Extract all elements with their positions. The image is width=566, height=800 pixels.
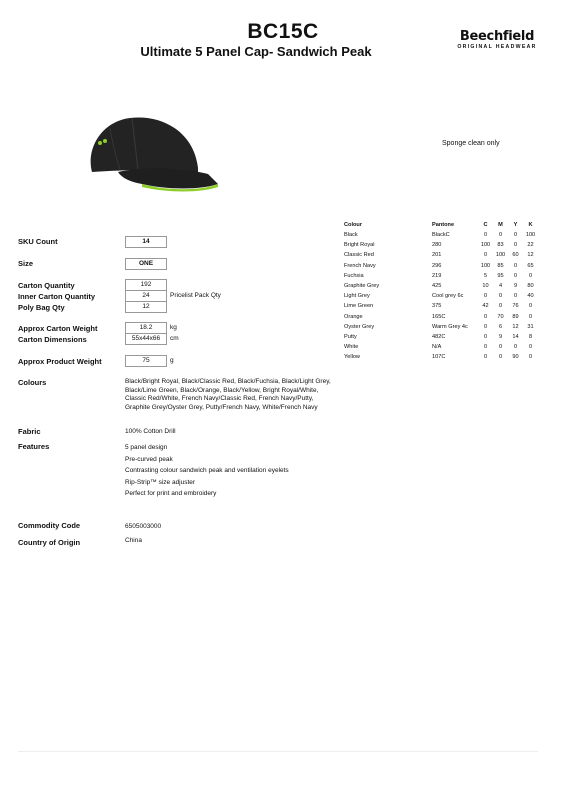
- column-header: M: [498, 222, 503, 228]
- colour-cell: Bright Royal: [344, 242, 375, 249]
- inner-carton-value: 24: [125, 290, 167, 302]
- features-label: Features: [18, 442, 50, 451]
- colour-cell: 0: [498, 293, 503, 300]
- care-instructions: Sponge clean only: [442, 140, 500, 147]
- colour-cell: 0: [483, 293, 488, 300]
- features-list: [125, 442, 289, 500]
- colour-cell: 375: [432, 303, 442, 310]
- colour-table-body: [344, 230, 538, 363]
- brand-tagline: ORIGINAL HEADWEAR: [457, 44, 537, 50]
- colour-cell: 83: [497, 242, 504, 249]
- colour-cell: 165C: [432, 313, 446, 320]
- colour-cell: 12: [512, 323, 519, 330]
- colour-cell: 0: [498, 232, 503, 238]
- colour-row: [344, 291, 538, 301]
- colour-cell: Graphite Grey: [344, 283, 380, 290]
- colour-cell: 0: [528, 272, 533, 279]
- country-of-origin-label: Country of Origin: [18, 538, 81, 547]
- colour-cell: 219: [432, 272, 442, 279]
- colour-cell: 12: [527, 252, 534, 259]
- colour-cell: 70: [497, 313, 504, 320]
- carton-weight-label: Approx Carton Weight: [18, 324, 98, 333]
- colour-cell: 10: [482, 283, 489, 290]
- colour-cell: French Navy: [344, 262, 376, 269]
- colour-cell: 0: [483, 252, 488, 259]
- column-header: Colour: [344, 222, 363, 228]
- inner-carton-label: Inner Carton Quantity: [18, 292, 96, 301]
- colour-cell: 9: [513, 283, 518, 290]
- product-title: Ultimate 5 Panel Cap- Sandwich Peak: [140, 44, 372, 59]
- colour-row: [344, 271, 538, 281]
- colour-cell: BlackC: [432, 232, 450, 238]
- colour-cell: Light Grey: [344, 293, 370, 300]
- size-value: ONE: [125, 258, 167, 270]
- colour-row: [344, 342, 538, 352]
- colour-cell: 90: [512, 354, 519, 361]
- colour-cell: 482C: [432, 334, 446, 341]
- sku-count-value: 14: [125, 236, 167, 248]
- colour-cell: 0: [513, 293, 518, 300]
- colour-row: [344, 301, 538, 311]
- colour-cell: 42: [482, 303, 489, 310]
- colour-cell: Orange: [344, 313, 363, 320]
- size-label: Size: [18, 259, 34, 268]
- colour-row: [344, 240, 538, 250]
- colour-row: [344, 230, 538, 240]
- carton-dimensions-label: Carton Dimensions: [18, 335, 87, 344]
- colour-cell: 0: [483, 313, 488, 320]
- carton-weight-value: 18.2: [125, 322, 167, 334]
- colour-cell: Fuchsia: [344, 272, 364, 279]
- column-header: K: [528, 222, 533, 228]
- colour-cell: 8: [528, 334, 533, 341]
- colour-cell: 0: [528, 344, 533, 351]
- colour-cell: 22: [527, 242, 534, 249]
- product-code: BC15C: [247, 20, 319, 43]
- colour-table: [344, 221, 538, 363]
- carton-weight-unit: kg: [170, 324, 177, 331]
- product-weight-value: 75: [125, 355, 167, 367]
- brand-logo: [452, 30, 542, 51]
- colour-cell: 0: [513, 242, 518, 249]
- feature-item: Rip-Strip™ size adjuster: [125, 478, 196, 486]
- colour-cell: 0: [513, 262, 518, 269]
- colour-cell: Warm Grey 4c: [432, 323, 468, 330]
- commodity-code-value: 6505003000: [125, 523, 162, 530]
- colour-row: [344, 352, 538, 362]
- colour-cell: 80: [527, 283, 534, 290]
- sku-count-label: SKU Count: [18, 237, 58, 246]
- colour-cell: 76: [512, 303, 519, 310]
- colour-cell: 0: [483, 334, 488, 341]
- colour-cell: 0: [528, 303, 533, 310]
- colour-cell: Lime Green: [344, 303, 374, 310]
- colour-cell: 89: [512, 313, 519, 320]
- feature-item: Perfect for print and embroidery: [125, 490, 217, 497]
- colour-table-header: [344, 221, 538, 230]
- colour-cell: White: [344, 344, 359, 351]
- colour-row: [344, 281, 538, 291]
- colour-cell: 0: [483, 323, 488, 330]
- carton-dimensions-value: 55x44x66: [125, 333, 167, 345]
- cap-image: [82, 110, 222, 205]
- colours-value: Black/Bright Royal, Black/Classic Red, Black/Fuchsia, Black/Light Grey, Black/Lime Green, Black/Orange, Black/Yellow, Bright Royal/White, Classic Red/White, French Navy/Classic Red, French Navy/Putty, Graphite Grey/Oyster Grey, Putty/French Navy, White/French Navy: [125, 378, 331, 412]
- carton-quantity-label: Carton Quantity: [18, 281, 75, 290]
- product-weight-unit: g: [170, 357, 174, 364]
- colour-cell: 31: [527, 323, 534, 330]
- colour-cell: Putty: [344, 334, 357, 341]
- colour-cell: 40: [527, 293, 534, 300]
- colour-row: [344, 261, 538, 271]
- column-header: Y: [513, 222, 518, 228]
- colour-cell: 0: [513, 344, 518, 351]
- colour-cell: 65: [527, 262, 534, 269]
- colour-cell: 0: [483, 232, 488, 238]
- product-weight-label: Approx Product Weight: [18, 357, 102, 366]
- colour-row: [344, 332, 538, 342]
- feature-item: Contrasting colour sandwich peak and ventilation eyelets: [125, 467, 289, 474]
- column-header: C: [483, 222, 488, 228]
- poly-bag-label: Poly Bag Qty: [18, 303, 65, 312]
- colour-row: [344, 312, 538, 322]
- colour-cell: 0: [483, 354, 488, 361]
- poly-bag-value: 12: [125, 301, 167, 313]
- commodity-code-label: Commodity Code: [18, 521, 81, 530]
- colour-cell: 425: [432, 283, 442, 290]
- colour-cell: 100: [480, 262, 491, 269]
- colour-cell: 0: [528, 354, 533, 361]
- brand-name: Beechfield: [459, 29, 535, 44]
- colour-row: [344, 250, 538, 260]
- country-of-origin-value: China: [125, 537, 142, 544]
- colour-cell: 0: [513, 232, 518, 238]
- fabric-value: 100% Cotton Drill: [125, 428, 176, 435]
- colour-cell: 296: [432, 262, 442, 269]
- carton-quantity-value: 192: [125, 279, 167, 291]
- colour-cell: 201: [432, 252, 442, 259]
- colour-cell: 100: [480, 242, 491, 249]
- colour-cell: N/A: [432, 344, 442, 351]
- carton-dimensions-unit: cm: [170, 335, 179, 342]
- footer-divider: [18, 751, 538, 752]
- inner-carton-note: Pricelist Pack Qty: [170, 292, 221, 299]
- colour-cell: 100: [495, 252, 506, 259]
- colour-cell: Oyster Grey: [344, 323, 375, 330]
- colour-cell: 0: [483, 344, 488, 351]
- colour-cell: 5: [483, 272, 488, 279]
- colour-cell: 107C: [432, 354, 446, 361]
- colour-cell: Yellow: [344, 354, 360, 361]
- colour-cell: 95: [497, 272, 504, 279]
- colour-cell: 4: [498, 283, 503, 290]
- feature-item: 5 panel design: [125, 444, 168, 451]
- colour-cell: 6: [498, 323, 503, 330]
- colour-cell: 280: [432, 242, 442, 249]
- colour-cell: 100: [525, 232, 536, 238]
- fabric-label: Fabric: [18, 427, 41, 436]
- colour-cell: 14: [512, 334, 519, 341]
- colour-cell: 0: [528, 313, 533, 320]
- colour-cell: Black: [344, 232, 358, 238]
- colour-cell: 0: [498, 354, 503, 361]
- colour-cell: 0: [498, 344, 503, 351]
- colour-cell: 0: [513, 272, 518, 279]
- colour-cell: 0: [498, 303, 503, 310]
- colour-cell: Classic Red: [344, 252, 374, 259]
- colour-cell: 60: [512, 252, 519, 259]
- colours-label: Colours: [18, 378, 47, 387]
- column-header: Pantone: [432, 222, 455, 228]
- colour-cell: Cool grey 6c: [432, 293, 464, 300]
- feature-item: Pre-curved peak: [125, 455, 173, 463]
- colour-cell: 85: [497, 262, 504, 269]
- colour-cell: 9: [498, 334, 503, 341]
- colour-row: [344, 322, 538, 332]
